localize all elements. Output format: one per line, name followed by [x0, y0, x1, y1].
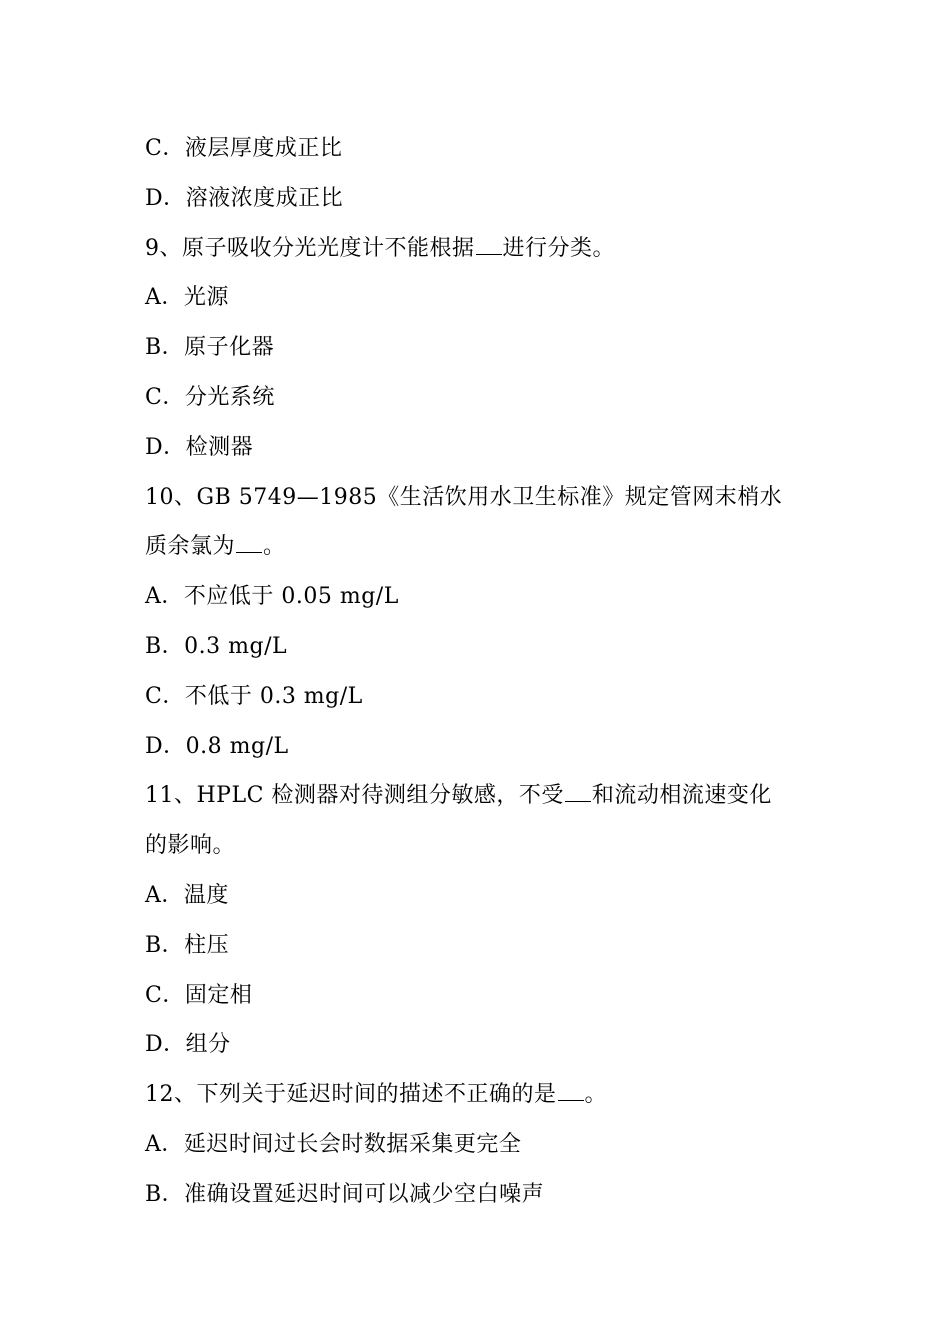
question-text: 9、原子吸收分光光度计不能根据: [145, 235, 475, 261]
question-line: 10、GB 5749—1985《生活饮用水卫生标准》规定管网末梢水: [145, 484, 783, 510]
option-line: B．原子化器: [145, 335, 275, 361]
answer-blank: [476, 232, 502, 255]
option-line: A．延迟时间过长会时数据采集更完全: [145, 1131, 522, 1157]
option-line: A．光源: [145, 285, 229, 311]
question-text: 。: [263, 534, 286, 560]
question-text: 12、下列关于延迟时间的描述不正确的是: [145, 1082, 557, 1108]
question-line: [145, 1070, 815, 1120]
question-text: 11、HPLC 检测器对待测组分敏感，不受: [145, 783, 564, 809]
option-line: C．分光系统: [145, 384, 275, 410]
option-line: C．不低于 0.3 mg/L: [145, 683, 363, 709]
answer-blank: [565, 779, 591, 802]
question-line: [145, 224, 815, 274]
option-line: A．温度: [145, 882, 229, 908]
option-line: D．0.8 mg/L: [145, 733, 289, 759]
option-line: D．组分: [145, 1032, 231, 1058]
option-line: A．不应低于 0.05 mg/L: [145, 584, 399, 610]
option-line: B．柱压: [145, 932, 230, 958]
question-text: 和流动相流速变化: [591, 783, 772, 809]
option-line: D．检测器: [145, 434, 254, 460]
option-line: C．固定相: [145, 982, 253, 1008]
question-line: [145, 771, 815, 821]
option-line: D．溶液浓度成正比: [145, 185, 344, 211]
question-text: 质余氯为: [145, 534, 236, 560]
answer-blank: [236, 530, 262, 553]
answer-blank: [558, 1078, 584, 1101]
option-line: B．准确设置延迟时间可以减少空白噪声: [145, 1181, 545, 1207]
document-page: [145, 124, 815, 1220]
question-text: 。: [584, 1082, 608, 1108]
question-line: [145, 522, 815, 572]
option-line: C．液层厚度成正比: [145, 136, 343, 161]
option-line: B．0.3 mg/L: [145, 633, 288, 659]
question-text: 进行分类。: [502, 235, 616, 261]
question-line: 的影响。: [145, 833, 236, 859]
